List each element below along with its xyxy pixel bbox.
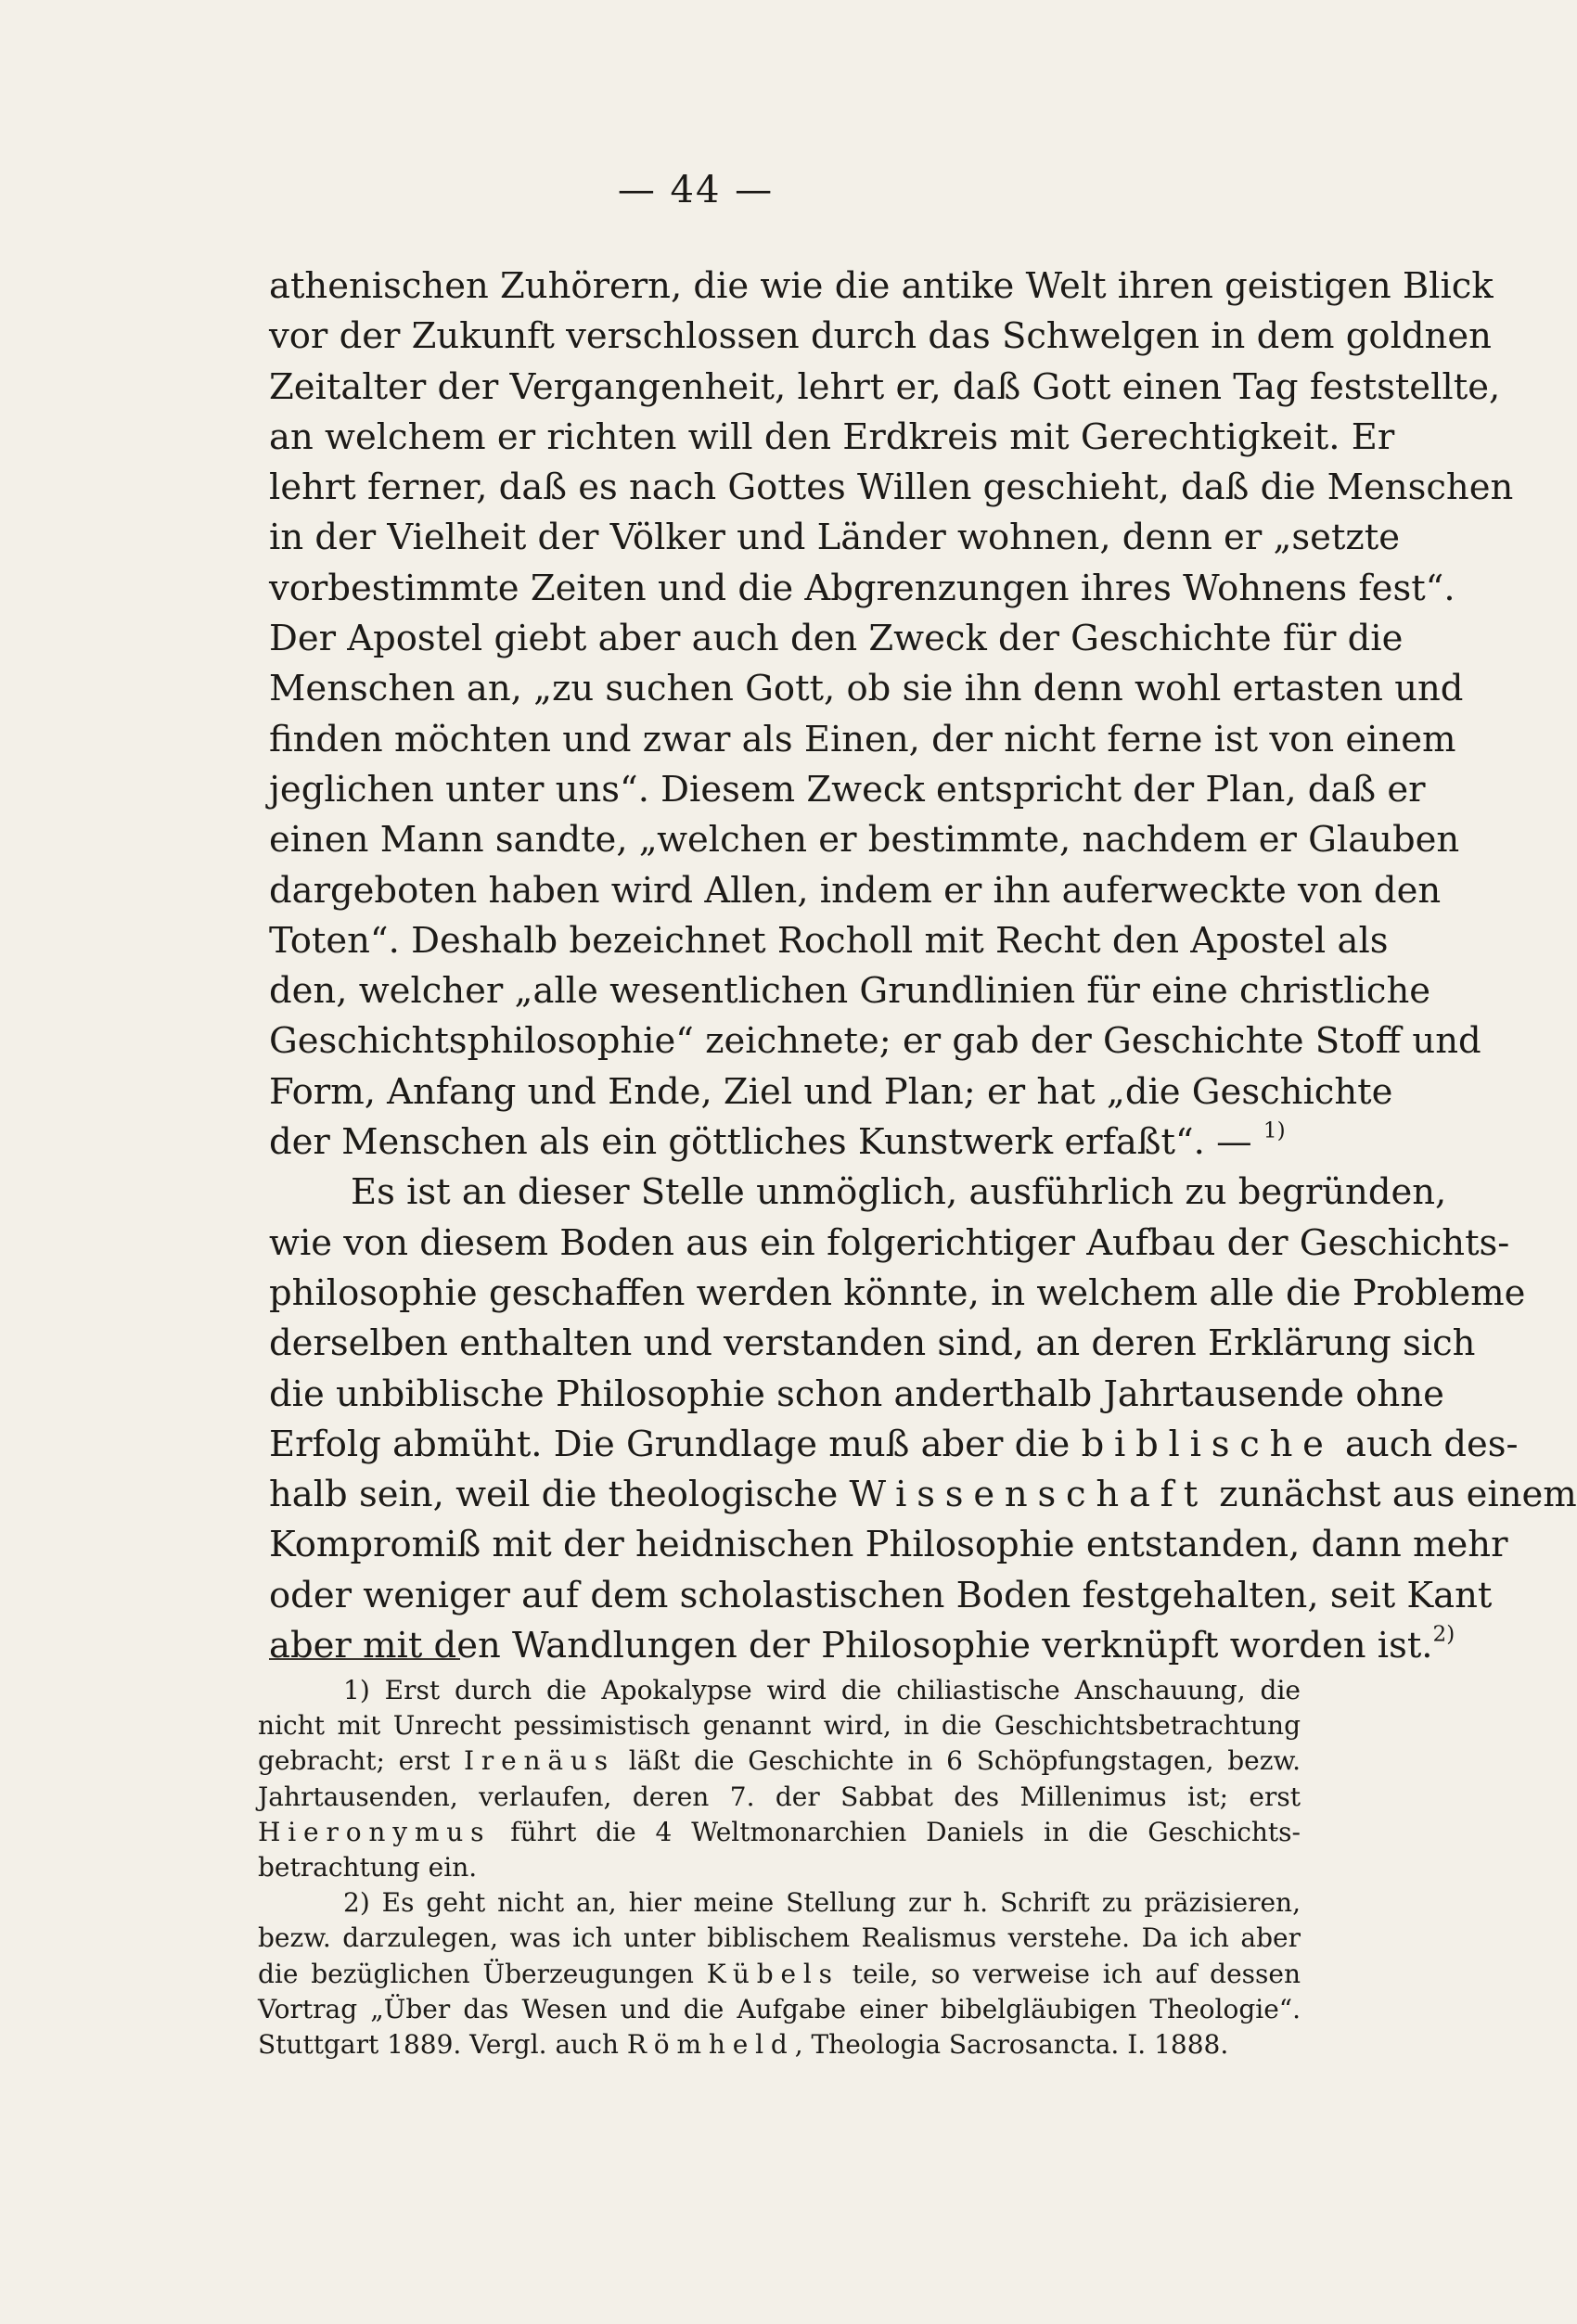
text-line: vorbestimmte Zeiten und die Abgrenzungen ihres Wohnens fest“. <box>269 567 1455 609</box>
text-line: dargeboten haben wird Allen, indem er ihn auferweckte von den <box>269 869 1442 912</box>
footnote-1-line: Jahrtausenden, verlaufen, deren 7. der Sabbat des Millenimus ist; erst <box>258 1781 1301 1812</box>
text-segment: zunächst aus einem <box>1219 1474 1577 1516</box>
footnote-2-line: 2) Es geht nicht an, hier meine Stellung zur h. Schrift zu präzisieren, <box>343 1887 1301 1919</box>
footnotes <box>258 1673 1301 2062</box>
footnote-1-line: 1) Erst durch die Apokalypse wird die chiliastische Anschauung, die <box>343 1675 1301 1705</box>
paragraph-start-line: Es ist an dieser Stelle unmöglich, ausführlich zu begründen, <box>351 1171 1447 1214</box>
text-line: oder weniger auf dem scholastischen Boden festgehalten, seit Kant <box>269 1574 1493 1616</box>
text-line: vor der Zukunft verschlossen durch das Schwelgen in dem goldnen <box>269 315 1492 358</box>
footnote-2-line <box>258 2027 1301 2062</box>
text-segment: Stuttgart 1889. Vergl. auch <box>258 2028 619 2060</box>
emphasis-spaced: Kübels <box>706 1958 840 1989</box>
text-line: jeglichen unter uns“. Diesem Zweck entspricht der Plan, daß er <box>269 768 1426 811</box>
text-line: den, welcher „alle wesentlichen Grundlinien für eine christliche <box>269 970 1431 1013</box>
footnote-2-line: bezw. darzulegen, was ich unter biblischem Realismus verstehe. Da ich aber <box>258 1922 1301 1954</box>
text-line: Toten“. Deshalb bezeichnet Rocholl mit Recht den Apostel als <box>269 919 1389 962</box>
text-segment: der Menschen als ein göttliches Kunstwerk erfaßt“. — <box>269 1121 1252 1164</box>
text-segment: läßt die Geschichte in 6 Schöpfungstagen, bezw. <box>628 1745 1301 1777</box>
text-line: Form, Anfang und Ende, Ziel und Plan; er hat „die Geschichte <box>269 1070 1393 1113</box>
emphasis-spaced: Irenäus <box>463 1745 615 1777</box>
footnote-2-line <box>258 1957 1301 1992</box>
footnote-ref-1: 1) <box>1263 1118 1286 1143</box>
text-line <box>269 1420 1519 1470</box>
text-segment: teile, so verweise ich auf dessen <box>852 1958 1301 1989</box>
text-segment: die bezüglichen Überzeugungen <box>258 1958 694 1989</box>
text-line: in der Vielheit der Völker und Länder wohnen, denn er „setzte <box>269 517 1400 559</box>
text-segment: gebracht; erst <box>258 1745 451 1777</box>
text-line: derselben enthalten und verstanden sind, an deren Erklärung sich <box>269 1322 1476 1365</box>
text-line: Zeitalter der Vergangenheit, lehrt er, daß Gott einen Tag feststellte, <box>269 365 1501 408</box>
text-line: philosophie geschaffen werden könnte, in welchem alle die Probleme <box>269 1271 1526 1314</box>
text-line: einen Mann sandte, „welchen er bestimmte, nachdem er Glauben <box>269 819 1460 862</box>
text-segment: Erfolg abmüht. Die Grundlage muß aber die <box>269 1423 1071 1465</box>
text-segment: führt die 4 Weltmonarchien Daniels in die Geschichts- <box>510 1816 1301 1847</box>
text-line: athenischen Zuhörern, die wie die antike Welt ihren geistigen Blick <box>269 265 1494 307</box>
text-line: die unbiblische Philosophie schon anderthalb Jahrtausende ohne <box>269 1373 1444 1415</box>
text-line <box>269 1470 1577 1520</box>
text-line: an welchem er richten will den Erdkreis mit Gerechtigkeit. Er <box>269 415 1395 458</box>
page-number: — 44 — <box>617 169 775 211</box>
footnote-1-line <box>258 1815 1301 1850</box>
text-line <box>269 1117 1310 1168</box>
footnote-ref-2: 2) <box>1432 1622 1455 1647</box>
text-line: Kompromiß mit der heidnischen Philosophie entstanden, dann mehr <box>269 1524 1508 1566</box>
emphasis-spaced: Wissenschaft <box>849 1474 1208 1516</box>
emphasis-spaced: Römheld <box>626 2028 795 2060</box>
footnote-rule <box>269 1658 460 1660</box>
text-segment: halb sein, weil die theologische <box>269 1474 839 1516</box>
text-segment: aber mit den Wandlungen der Philosophie verknüpft worden ist. <box>269 1625 1433 1667</box>
footnote-2-line: Vortrag „Über das Wesen und die Aufgabe einer bibelgläubigen Theologie“. <box>258 1993 1301 2024</box>
footnote-1-line: nicht mit Unrecht pessimistisch genannt wird, in die Geschichtsbetrachtung <box>258 1710 1301 1742</box>
text-line: finden möchten und zwar als Einen, der nicht ferne ist von einem <box>269 718 1456 760</box>
footnote-1-line <box>258 1743 1301 1779</box>
footnote-1-line: betrachtung ein. <box>258 1851 478 1883</box>
main-text <box>269 262 1577 1671</box>
emphasis-spaced: Hieronymus <box>258 1816 492 1847</box>
text-line: Geschichtsphilosophie“ zeichnete; er gab der Geschichte Stoff und <box>269 1020 1481 1063</box>
text-line: Der Apostel giebt aber auch den Zweck der Geschichte für die <box>269 618 1404 660</box>
text-line: lehrt ferner, daß es nach Gottes Willen geschieht, daß die Menschen <box>269 466 1514 509</box>
text-segment: auch des- <box>1345 1423 1519 1465</box>
text-line: wie von diesem Boden aus ein folgerichtiger Aufbau der Geschichts- <box>269 1221 1510 1264</box>
emphasis-spaced: biblische <box>1081 1423 1334 1465</box>
text-segment: , Theologia Sacrosancta. I. 1888. <box>794 2028 1229 2060</box>
text-line: Menschen an, „zu suchen Gott, ob sie ihn denn wohl ertasten und <box>269 668 1464 710</box>
text-line <box>269 1621 1455 1671</box>
